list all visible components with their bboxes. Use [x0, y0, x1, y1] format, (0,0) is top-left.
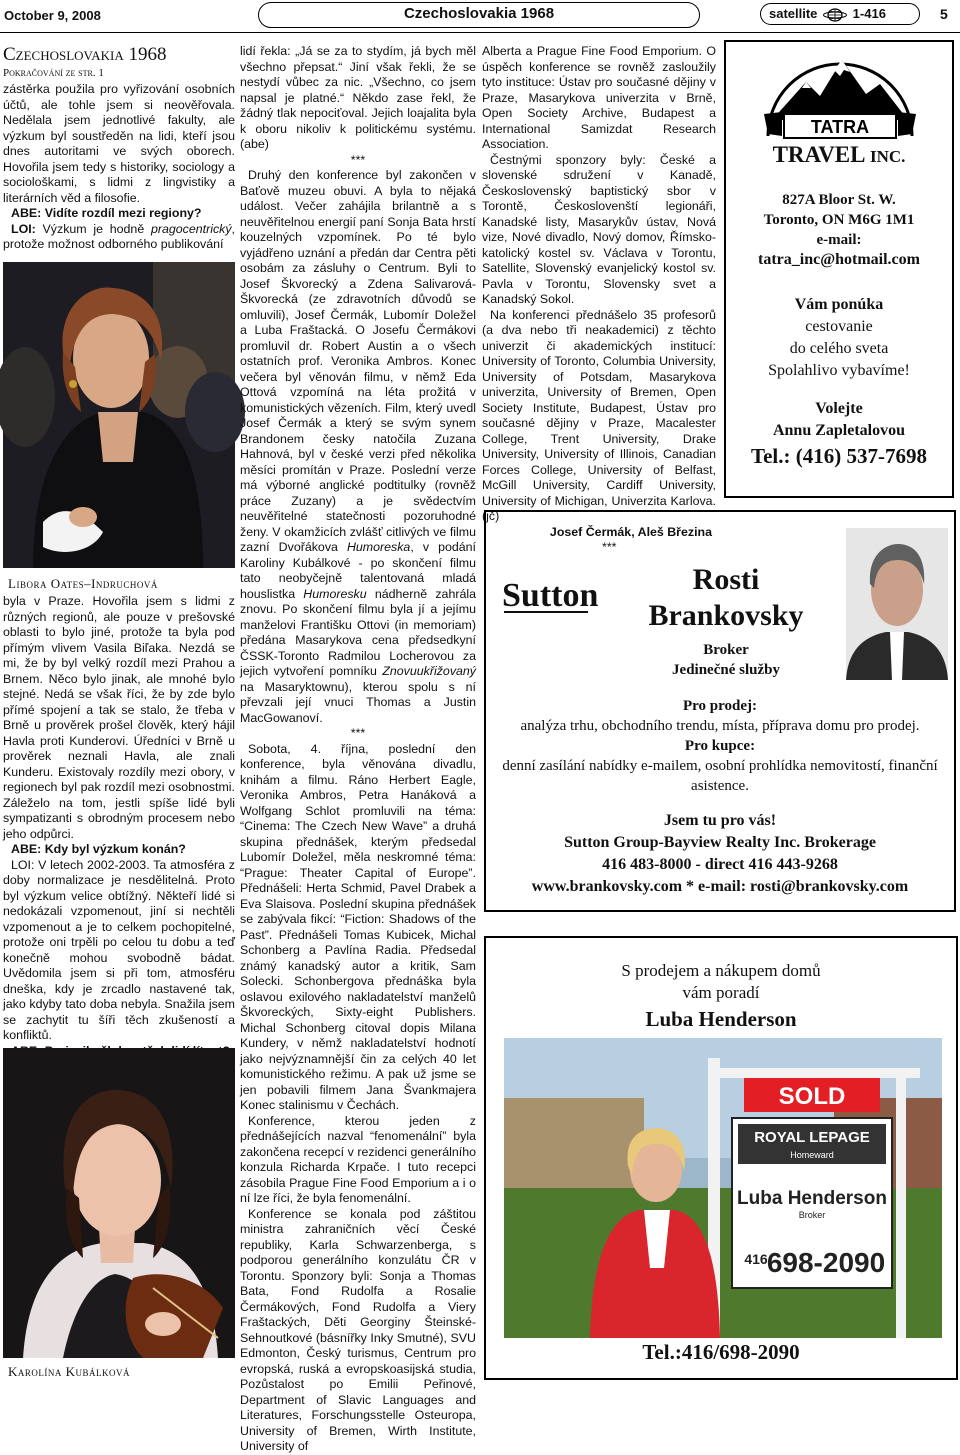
italic-text: Humoresku — [303, 586, 367, 601]
paragraph: Na konferenci přednášelo 35 profesorů (a dva nebo tři neakademici) z těchto univerzit či akademických institucí: University of Toronto, Columbia University, University of Potsdam, Masarykova univerzita, University of Bremen, Open Society Institute, Budapest, Ústav pro současné dějiny v Praze, Macalester College, Trent University, Drake University, University of Illinois, Canadian Forces College, University of Belfast, McGill University, Cardiff University, University of Michigan, Univerzita Karlova. (jč) — [482, 307, 716, 523]
luba-name: Luba Henderson — [645, 1007, 797, 1031]
paragraph: zástěrka použila pro vyřizování osobních účtů, ale tohle jsem si neověřovala. Nedělala jsem jednotlivé fakulty, ale výzkum byl soustředěn na lidi, kteří jsou dnes autoritami ve svých oborech. Hovořila jsem tedy s historiky, sociology a sociološkami, s lidmi z lingvistiky a literárních věd a filosofie. — [3, 82, 235, 205]
section-divider: *** — [350, 726, 366, 740]
paragraph: Konference, kterou jeden z přednášejících nazval “fenomenální” byla zakončena recepcí v rezidenci generálního konzula Richarda Krpače. I tuto recepci zásobila Prague Fine Food Emporium a i o ní lze říci, že byla fenomenální. — [240, 1113, 476, 1205]
continuation-title: Czechoslovakia 1968 — [3, 44, 167, 65]
masthead-name: satellite — [769, 6, 818, 21]
italic-text: Humoreska — [346, 540, 411, 554]
section-title: Czechoslovakia 1968 — [258, 2, 700, 28]
luba-intro: S prodejem a nákupem domů vám poradí — [621, 961, 821, 1002]
broker-photo — [846, 528, 948, 680]
ad-luba-henderson — [484, 936, 958, 1380]
sign-area-code: 416 — [744, 1251, 768, 1267]
broker-name: Rosti Brankovsky — [648, 563, 804, 632]
paragraph: Alberta a Prague Fine Food Emporium. O úspěch konference se rovněž zasloužily tyto instituce: Ústav pro současné dějiny v Praze, Masarykova univerzita v Brně, Open Society Archive, Budapest a International Samizdat Research Association. — [482, 44, 716, 151]
sign-phone: 698-2090 — [766, 1247, 886, 1278]
answer-text: Výzkum je hodně — [35, 221, 151, 236]
article-column-1-lower — [3, 594, 235, 1075]
article-signature: Josef Čermák, Aleš Březina — [549, 524, 712, 539]
broker-contact: Jsem tu pro vás! Sutton Group-Bayview Realty Inc. Brokerage 416 483-8000 - direct 416 443-9268 www.brankovsky.com * e-mail: rosti@brankovsky.com — [490, 810, 950, 898]
question: ABE: Vidíte rozdíl mezi regiony? — [11, 206, 202, 220]
article-column-1 — [3, 44, 235, 253]
article-column-3 — [482, 44, 716, 556]
paragraph: Konference se konala pod záštitou ministra zahraničních věcí České republiky, Karla Schwarzenberga, s podporou generálního konzulátu ČR v Torontu. Sponzory byli: Sonja a Thomas Bata, Fond Rudolfa a Rosalie Čermákových, Fond Rudolfa a Viery Fraštackých, Děti Georginy Šteinské-Sehnoutkové (básnířky Inky Smutné), SVU Edmonton, Český turismus, Centrum pro evropská, ruská a evropskoasijská studia, Pozůstalost po Emilii Peřinové, Department of Slavic Languages and Literatures, Forschungsstelle Osteuropa, University of Bremen, Wirth Institute, University of — [240, 1206, 476, 1453]
sign-role: Broker — [798, 1210, 826, 1220]
header-rule — [0, 32, 960, 33]
broker-services: Pro prodej: analýza trhu, obchodního trendu, místa, příprava domu pro prodej. Pro kupce: denní zasílání nabídky e-mailem, osobní prohlídka nemovitostí, finanční asistence. — [502, 698, 938, 794]
globe-icon — [823, 8, 847, 22]
tatra-phone[interactable]: Tel.: (416) 537-7698 — [751, 444, 927, 468]
sign-brand-sub: Homeward — [790, 1150, 834, 1160]
answer-text: , protože možnost odborného publikování — [3, 221, 235, 251]
ad-rosti-brankovsky — [484, 510, 956, 912]
tatra-email[interactable]: tatra_inc@hotmail.com — [758, 251, 920, 268]
ad-tatra-travel — [724, 40, 954, 498]
answer-italic: pragocentrický — [150, 221, 232, 236]
portrait-photo-karolina — [3, 1048, 235, 1358]
sutton-logo-icon — [500, 570, 599, 620]
photo-caption-2: Karolína Kubálková — [8, 1364, 131, 1379]
photo-caption-1: Libora Oates–Indruchová — [8, 576, 158, 591]
speaker-tag: LOI: — [11, 221, 36, 236]
paragraph: Sobota, 4. října, poslední den konference, byla věnována divadlu, knihám a filmu. Ráno Herbert Eagle, Veronika Ambros, Petra Hanáková a Wolfgang Schlot promluvili na téma: “Cinema: The Czech New Wave” a druhá skupina přednášek, kterým předsedal Lubomír Doležel, měla neskromné téma: “Prague: Theater Capital of Europe”. Přednášeli: Herta Schmid, Pavel Drabek a Eva Slaisova. Poslední skupina přednášek se zabývala fikcí: “Fiction: Shadows of the Past”. Přednášeli Tomas Kubicek, Michal Schonberg a Pavlína Radia. Předsedal známý kanadský autor a kritik, Sam Solecki. Schonbergova přednáška byla oslavou exilového nakladatelství manželů Škvoreckých, Sixty-eight Publishers. Michal Schonberg citoval dopis Milana Kundery, v němž nakladatelství hodnotí jako nejvýznamnější čin za celých 40 let komunistického režimu. A pak už jsme se jen pobavili filmem Jana Švankmajera Konec stalinismu v Čechách. — [240, 741, 476, 1112]
broker-phones[interactable]: 416 483-8000 - direct 416 443-9268 — [602, 856, 838, 873]
text: , v podání Karoliny Kubálkové - po skončení filmu tato neobyčejně talentovaná mladá houslistka — [240, 540, 476, 601]
broker-role: Broker Jedinečné služby — [672, 642, 780, 678]
paragraph — [240, 168, 476, 726]
sign-brand: ROYAL LEPAGE — [754, 1129, 870, 1146]
answer: LOI: V letech 2002-2003. Ta atmosféra z doby normalizace je nesdělitelná. Proto byl výzkum velice obtížný. Někteří lidé si nedokázali vzpomenout, jiní si nechtěli vzpomenout a je to celkem pochopitelné, protože oni trpěli po celou tu dobu a teď konečně mohou svobodně bádat. Uvědomila jsem si při tom, atmosféru dneška, kdy je zrcadlo nastavené tak, jako kdyby tato doba nebyla. Snažila jsem se zachytit tu šíři těch zkušeností a konfliktů. — [3, 857, 235, 1042]
tatra-contact: Volejte Annu Zapletalovou — [772, 400, 906, 439]
masthead-badge — [760, 3, 920, 25]
issue-date: October 9, 2008 — [4, 8, 101, 23]
section-divider: *** — [602, 540, 617, 554]
page-number: 5 — [940, 6, 948, 22]
text: na Masaryktownu), kterou spolu s ní převzali její vnuci Thomas a Justin MacGowanoví. — [240, 679, 476, 725]
paragraph: Čestnými sponzory byly: České a slovenské sdružení v Kanadě, Československý baptistický sbor v Torontě, Českoslovenští legionáři, Kanadské listy, Masarykův ústav, Nová vize, Nové divadlo, Nový domov, Římsko-katolický kostel sv. Václava v Torontu, Satellite, Slovenský evanjelický kostol sv. Pavla v Torontu, Slovensky svet a Kanadský Sokol. — [482, 152, 716, 306]
sign-name: Luba Henderson — [737, 1188, 887, 1209]
text: Druhý den konference byl zakončen v Baťově muzeu obuvi. A byla to nějaká událost. Večer zahájila brilantně a s neuvěřitelnou energií paní Sonja Bata hrstí kouzelných vzpomínek. Po té bylo vyjádřeno uznání a předán dar Centra pěti osobám za zásluhy o Centrum. Byli to Josef Škvorecký a Zdena Salivarová-Škvorecká (ze zdravotních důvodů se omluvili), Josef Čermák, Lubomír Doležel a Luba Fraštacká. O Josefu Čermákovi promluvil dr. Robert Austin a o všech ostatních prof. Veronika Ambros. Konec večera byl věnován filmu, v němž Eda Ottová vzpomíná na léta prožitá v komunistických vězeních. Film, který uvedl Josef Čermák a který se svým synem Brandonem česky natočila Zuzana Hahnová, byl v české verzi před několika měsíci promítán v Praze. Poslední verze má výborné anglické podtitulky (rovněž práce Zuzany) a je svědectvím neuvěřitelné statečnosti pozoruhodné ženy. V okamžicích zvlášť citlivých ve filmu zazní Dvořákova — [240, 168, 476, 554]
tatra-logo-text: TATRA — [810, 117, 870, 137]
luba-phone[interactable]: Tel.:416/698-2090 — [642, 1340, 800, 1364]
issue-number: 1-416 — [852, 6, 886, 21]
sign-sold: SOLD — [778, 1083, 846, 1110]
paragraph: byla v Praze. Hovořila jsem s lidmi z různých regionů, ale pouze v prešovské oblasti to bylo jiné, protože ta byla pod přímým vlivem Vasila Biľaka. Nezdá se mi, že by byl velký rozdíl mezi Prahou a Brnem. Něco bylo jinak, ale mnohé bylo stejné. Nedá se však říci, že by zde bylo přímé spojení a tak se stalo, že třeba v Brně u prověrek prošel člověk, který hájil Havla proti Kunderovi. Úředníci v Brně u prověrek neznali Havla, ale znali Kunderu. Existovaly rozdíly mezi obory, v regionech byl pak rozdíl mezi osobnostmi. Záleželo na tom, jestli spíše lidé byli sympatizanti s obrodným procesem nebo jeho odpůrci. — [3, 594, 235, 841]
text: nádherně zahrála znovu. Po skončení filmu byla jí a jejímu manželovi Františku Ottovi (in memoriam) předána Masarykova cena předsedkyní ČSSK-Toronto Radmilou Locherovou za jejich vytvoření pomníku — [240, 586, 476, 678]
tatra-name: TRAVEL INC. — [772, 142, 906, 167]
section-divider: *** — [350, 152, 366, 167]
broker-web-email[interactable]: www.brankovsky.com * e-mail: rosti@brankovsky.com — [531, 878, 909, 895]
question: ABE: Kdy byl výzkum konán? — [11, 842, 186, 856]
tatra-address: 827A Bloor St. W. Toronto, ON M6G 1M1 e-mail: tatra_inc@hotmail.com — [726, 190, 952, 270]
mountain-logo-icon — [762, 48, 918, 144]
tatra-offer: Vám ponúka cestovanie do celého sveta Spolahlivo vybavíme! — [768, 296, 910, 379]
svg-text:Sutton: Sutton — [502, 577, 599, 614]
realtor-sign-photo — [504, 1038, 942, 1338]
continuation-subtitle: Pokračování ze str. 1 — [3, 67, 104, 79]
article-column-2 — [240, 44, 476, 1455]
portrait-photo-libora — [3, 262, 235, 568]
answer — [3, 222, 235, 253]
italic-text: Znovuukřižovaný — [382, 664, 476, 678]
paragraph: lidí řekla: „Já se za to stydím, já bych měl všechno přepsat.“ Jiní však řekli, že se nestydí vůbec za nic. „Všechno, co jsem napsal je platné.“ Někdo zase řekl, že žádný tlak nepociťoval. Jejich loajalita byla k oboru nikoliv k politickému systému. (abe) — [240, 44, 476, 151]
